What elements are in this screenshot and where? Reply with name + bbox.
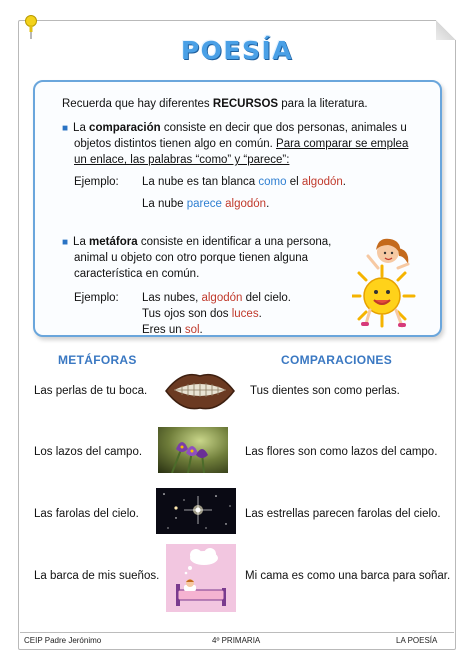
mouth-teeth-image (162, 368, 238, 414)
page-title: POESÍA (180, 36, 294, 65)
comparacion-line-1 (62, 120, 407, 137)
metafora-row-1: Las perlas de tu boca. (34, 385, 148, 397)
metafora-example-label: Ejemplo: (74, 292, 119, 304)
ex1-algodon: algodón (301, 176, 343, 188)
comparacion-row-3: Las estrellas parecen farolas del cielo. (245, 508, 441, 520)
ex2-e: . (266, 198, 270, 210)
ex1-como: como (258, 176, 287, 188)
mex1-c: del cielo. (242, 292, 291, 304)
mex2-luces: luces (231, 308, 259, 320)
ex1-c: el (286, 176, 302, 188)
ex2-a: La nube (142, 198, 187, 210)
bullet-square-icon: ■ (62, 237, 69, 248)
intro-before: Recuerda que hay diferentes (62, 98, 213, 110)
comparacion-line-2 (74, 136, 408, 152)
ex1-e: . (342, 176, 346, 188)
footer-school: CEIP Padre Jerónimo (24, 636, 102, 645)
ex2-algodon: algodón (225, 198, 267, 210)
girl-with-sun-illustration (352, 234, 416, 330)
mex2-a: Tus ojos son dos (142, 308, 232, 320)
metafora-row-2: Los lazos del campo. (34, 446, 143, 458)
comparacion-post: consiste en decir que dos personas, animales u (160, 122, 407, 134)
metafora-term: metáfora (89, 236, 138, 248)
comparacion-pre: La (73, 122, 90, 134)
intro-after: para la literatura. (278, 98, 368, 110)
comparacion-term: comparación (89, 122, 161, 134)
night-stars-image (156, 488, 236, 534)
bullet-square-icon: ■ (62, 123, 69, 134)
metafora-example-3 (142, 322, 203, 338)
comparacion-line2-underline: Para comparar se emplea (276, 138, 409, 150)
metafora-line-1 (62, 234, 331, 251)
footer-subject: LA POESÍA (396, 636, 438, 645)
comparacion-example-1 (142, 174, 346, 190)
purple-flowers-image (158, 427, 228, 473)
metafora-line-3: característica en común. (74, 268, 200, 280)
comparacion-example-label: Ejemplo: (74, 176, 119, 188)
comparacion-row-2: Las flores son como lazos del campo. (245, 446, 438, 458)
mex3-sol: sol (184, 324, 200, 336)
mex1-a: Las nubes, (142, 292, 202, 304)
metafora-row-4: La barca de mis sueños. (34, 570, 160, 582)
bed-dream-image (166, 544, 236, 612)
comparacion-row-4: Mi cama es como una barca para soñar. (245, 570, 451, 582)
metafora-example-2 (142, 306, 262, 322)
ex1-a: La nube es tan blanca (142, 176, 259, 188)
comparacion-line2-plain: objetos distintos tienen algo en común. (74, 138, 277, 150)
metafora-pre: La (73, 236, 90, 248)
comparacion-row-1: Tus dientes son como perlas. (250, 385, 400, 397)
comparacion-example-2 (142, 196, 269, 212)
column-title-comparaciones: COMPARACIONES (281, 353, 393, 367)
footer-grade: 4º PRIMARIA (212, 636, 261, 645)
mex3-a: Eres un (142, 324, 185, 336)
intro-bold: RECURSOS (212, 98, 279, 110)
metafora-example-1 (142, 290, 291, 306)
mex3-c: . (199, 324, 203, 336)
ex2-parece: parece (186, 198, 222, 210)
mex2-c: . (258, 308, 262, 320)
metafora-post: consiste en identificar a una persona, (137, 236, 332, 248)
footer-divider (20, 632, 454, 633)
metafora-line-2: animal u objeto con otro porque tienen alguna (74, 252, 309, 264)
comparacion-line-3: un enlace, las palabras “como” y “parece”: (74, 154, 290, 166)
column-title-metaforas: METÁFORAS (58, 353, 137, 367)
intro-text (62, 96, 368, 112)
mex1-algodon: algodón (201, 292, 243, 304)
metafora-row-3: Las farolas del cielo. (34, 508, 139, 520)
